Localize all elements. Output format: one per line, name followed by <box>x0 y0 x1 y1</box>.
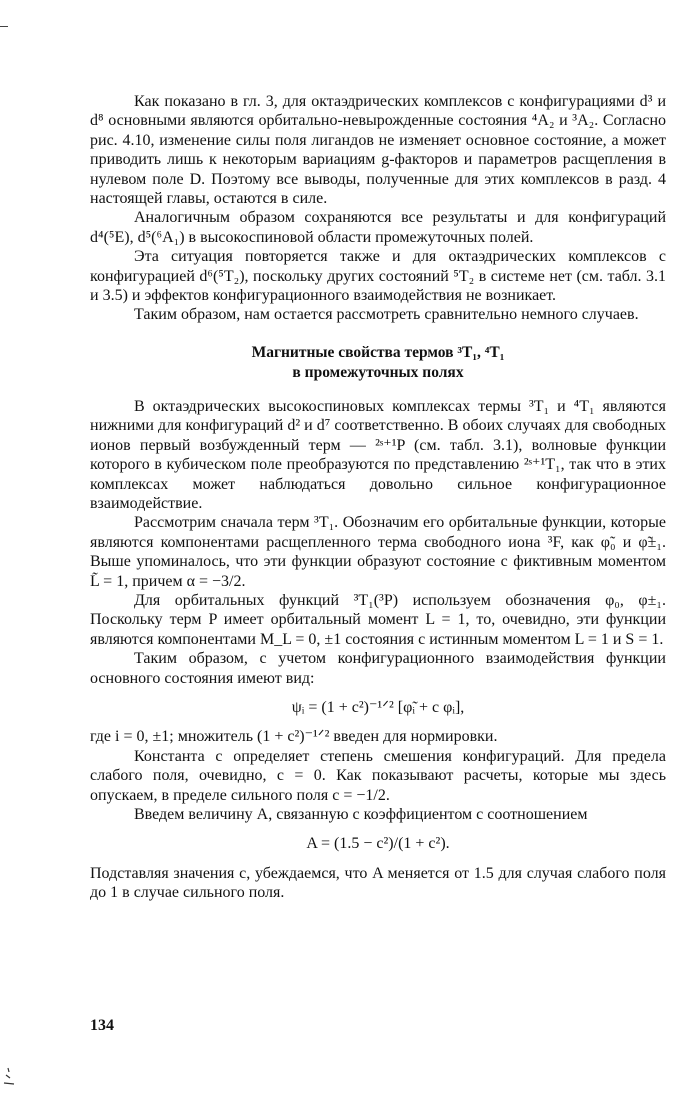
formula-a <box>90 834 666 853</box>
paragraph-1: Как показано в гл. 3, для октаэдрических комплексов с конфигурациями d³ и d⁸ основными являются орбитально-невырожденные состояния ⁴A₂ и ³A₂. Согласно рис. 4.10, изменение силы поля лигандов не изменяет основное состояние, а может приводить лишь к некоторым вариациям g-факторов и параметров расщепления в нулевом поле D. Поэтому все выводы, полученные для этих комплексов в разд. 4 настоящей главы, остаются в силе. <box>90 93 666 208</box>
paragraph-10: Константа c определяет степень смешения конфигураций. Для предела слабого поля, очевидно, c = 0. Как показывают расчеты, которые мы здесь опускаем, в пределе сильного поля c = −1/2. <box>90 747 666 804</box>
scan-speck-mark <box>2 1066 24 1086</box>
scan-edge-mark <box>0 26 8 27</box>
paragraph-12: Подставляя значения c, убеждаемся, что A меняется от 1.5 для случая слабого поля до 1 в случае сильного поля. <box>90 864 666 902</box>
formula-a-text: A = (1.5 − c²)/(1 + c²). <box>306 835 450 853</box>
paragraph-6: Рассмотрим сначала терм ³T₁. Обозначим его орбитальные функции, которые являются компонентами расщепленного терма свободного иона ³F, как φ̃₀ и φ̃±₁. Выше упоминалось, что эти функции образуют состояние с фиктивным моментом L̃ = 1, причем α = −3/2. <box>90 514 666 590</box>
section-heading <box>90 343 666 383</box>
section-heading-line-2: в промежуточных полях <box>292 363 464 381</box>
paragraph-9: где i = 0, ±1; множитель (1 + c²)⁻¹ᐟ² введен для нормировки. <box>90 728 498 746</box>
formula-wavefunction-text: ψᵢ = (1 + c²)⁻¹ᐟ² [φ̃ᵢ + c φᵢ], <box>291 698 465 716</box>
paragraph-8: Таким образом, с учетом конфигурационного взаимодействия функции основного состояния имеют вид: <box>90 650 666 687</box>
paragraph-7: Для орбитальных функций ³T₁(³P) используем обозначения φ₀, φ±₁. Поскольку терм P имеет орбитальный момент L = 1, то, очевидно, эти функции являются компонентами M_L = 0, ±1 состояния с истинным моментом L = 1 и S = 1. <box>90 591 666 648</box>
paragraph-3: Эта ситуация повторяется также и для октаэдрических комплексов с конфигурацией d⁶(⁵T₂), поскольку других состояний ⁵T₂ в системе нет (см. табл. 3.1 и 3.5) и эффектов конфигурационного взаимодействия не возникает. <box>90 248 666 305</box>
section-heading-line-1: Магнитные свойства термов ³T₁, ⁴T₁ <box>251 343 505 361</box>
paragraph-11: Введем величину A, связанную с коэффициентом c соотношением <box>134 806 588 823</box>
formula-wavefunction <box>90 698 666 717</box>
paragraph-2: Аналогичным образом сохраняются все результаты и для конфигураций d⁴(⁵E), d⁵(⁶A₁) в высокоспиновой области промежуточных полей. <box>90 209 666 246</box>
document-page <box>90 92 666 903</box>
paragraph-5: В октаэдрических высокоспиновых комплексах термы ³T₁ и ⁴T₁ являются нижними для конфигураций d² и d⁷ соответственно. В обоих случаях для свободных ионов первый возбужденный терм — ²ˢ⁺¹P (см. табл. 3.1), волновые функции которого в кубическом поле преобразуются по представлению ²ˢ⁺¹T₁, так что в этих комплексах может наблюдаться довольно сильное конфигурационное взаимодействие. <box>90 397 666 512</box>
page-number: 134 <box>90 1017 114 1034</box>
paragraph-4: Таким образом, нам остается рассмотреть сравнительно немного случаев. <box>134 306 639 324</box>
